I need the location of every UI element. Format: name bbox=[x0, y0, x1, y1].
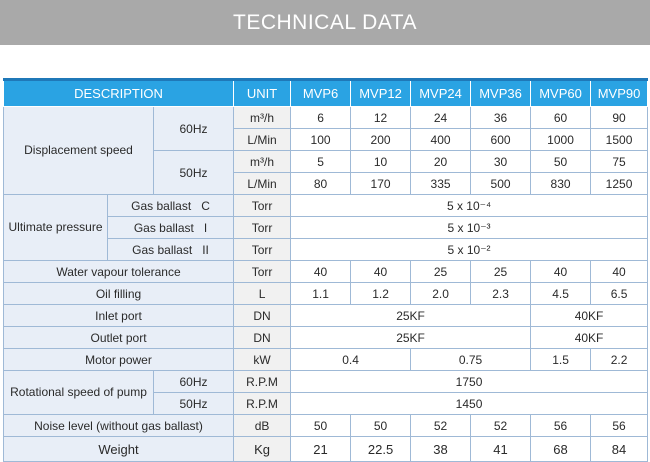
rotational-speed-label: Rotational speed of pump bbox=[4, 371, 154, 415]
ultimate-pressure-label: Ultimate pressure bbox=[4, 195, 108, 261]
value-cell: 60 bbox=[531, 107, 591, 129]
value-cell: 52 bbox=[471, 415, 531, 437]
unit-cell: kW bbox=[234, 349, 291, 371]
value-cell: 1.2 bbox=[351, 283, 411, 305]
displacement-50hz: 50Hz bbox=[154, 151, 234, 195]
header-model: MVP6 bbox=[291, 80, 351, 107]
value-cell: 25KF bbox=[291, 305, 531, 327]
unit-cell: R.P.M bbox=[234, 371, 291, 393]
table-row bbox=[4, 415, 648, 437]
page-title: TECHNICAL DATA bbox=[233, 10, 417, 34]
unit-cell: dB bbox=[234, 415, 291, 437]
value-cell: 10 bbox=[351, 151, 411, 173]
row-label: Inlet port bbox=[4, 305, 234, 327]
value-cell: 4.5 bbox=[531, 283, 591, 305]
value-cell: 1.1 bbox=[291, 283, 351, 305]
header-row bbox=[4, 80, 648, 107]
value-cell: 1500 bbox=[591, 129, 648, 151]
value-cell: 52 bbox=[411, 415, 471, 437]
value-cell: 40 bbox=[291, 261, 351, 283]
unit-cell: m³/h bbox=[234, 107, 291, 129]
gas-ballast-label bbox=[108, 217, 234, 239]
header-model: MVP90 bbox=[591, 80, 648, 107]
technical-data-table bbox=[3, 78, 648, 462]
table-row bbox=[4, 437, 648, 462]
header-unit: UNIT bbox=[234, 80, 291, 107]
value-cell: 40KF bbox=[531, 327, 648, 349]
gas-ballast-text: Gas ballast bbox=[131, 198, 192, 213]
unit-cell: L bbox=[234, 283, 291, 305]
value-cell: 335 bbox=[411, 173, 471, 195]
gas-ballast-label bbox=[108, 195, 234, 217]
value-cell: 80 bbox=[291, 173, 351, 195]
gas-ballast-mark: C bbox=[201, 198, 210, 213]
value-cell: 25 bbox=[411, 261, 471, 283]
value-cell: 36 bbox=[471, 107, 531, 129]
gas-ballast-text: Gas ballast bbox=[133, 220, 194, 235]
unit-cell: m³/h bbox=[234, 151, 291, 173]
value-cell: 50 bbox=[531, 151, 591, 173]
value-cell: 12 bbox=[351, 107, 411, 129]
value-cell: 500 bbox=[471, 173, 531, 195]
value-cell: 50 bbox=[351, 415, 411, 437]
displacement-60hz: 60Hz bbox=[154, 107, 234, 151]
value-cell: 90 bbox=[591, 107, 648, 129]
table-row bbox=[4, 107, 648, 129]
header-model: MVP24 bbox=[411, 80, 471, 107]
value-cell: 1750 bbox=[291, 371, 648, 393]
table-row bbox=[4, 195, 648, 217]
row-label: Water vapour tolerance bbox=[4, 261, 234, 283]
value-cell: 5 bbox=[291, 151, 351, 173]
table-row bbox=[4, 349, 648, 371]
unit-cell: L/Min bbox=[234, 173, 291, 195]
header-model: MVP12 bbox=[351, 80, 411, 107]
header-description: DESCRIPTION bbox=[4, 80, 234, 107]
value-cell: 40 bbox=[591, 261, 648, 283]
value-cell: 20 bbox=[411, 151, 471, 173]
rotational-50hz: 50Hz bbox=[154, 393, 234, 415]
value-cell: 40 bbox=[351, 261, 411, 283]
value-cell: 0.75 bbox=[411, 349, 531, 371]
unit-cell: Kg bbox=[234, 437, 291, 462]
value-cell: 2.3 bbox=[471, 283, 531, 305]
gas-ballast-mark: II bbox=[202, 242, 209, 257]
value-cell: 6.5 bbox=[591, 283, 648, 305]
value-cell: 1450 bbox=[291, 393, 648, 415]
header-model: MVP36 bbox=[471, 80, 531, 107]
value-cell: 41 bbox=[471, 437, 531, 462]
value-cell: 2.2 bbox=[591, 349, 648, 371]
row-label: Noise level (without gas ballast) bbox=[4, 415, 234, 437]
value-cell: 30 bbox=[471, 151, 531, 173]
value-cell: 1000 bbox=[531, 129, 591, 151]
value-cell: 25KF bbox=[291, 327, 531, 349]
value-cell: 40KF bbox=[531, 305, 648, 327]
displacement-label: Displacement speed bbox=[4, 107, 154, 195]
value-cell: 38 bbox=[411, 437, 471, 462]
unit-cell: L/Min bbox=[234, 129, 291, 151]
header-model: MVP60 bbox=[531, 80, 591, 107]
unit-cell: Torr bbox=[234, 217, 291, 239]
value-cell: 200 bbox=[351, 129, 411, 151]
value-cell: 100 bbox=[291, 129, 351, 151]
value-cell: 6 bbox=[291, 107, 351, 129]
table-row bbox=[4, 261, 648, 283]
unit-cell: Torr bbox=[234, 195, 291, 217]
unit-cell: R.P.M bbox=[234, 393, 291, 415]
value-cell: 75 bbox=[591, 151, 648, 173]
unit-cell: Torr bbox=[234, 261, 291, 283]
value-cell: 0.4 bbox=[291, 349, 411, 371]
value-cell: 600 bbox=[471, 129, 531, 151]
table-row bbox=[4, 371, 648, 393]
value-cell: 1250 bbox=[591, 173, 648, 195]
value-cell: 24 bbox=[411, 107, 471, 129]
row-label: Weight bbox=[4, 437, 234, 462]
value-cell: 830 bbox=[531, 173, 591, 195]
value-cell: 56 bbox=[591, 415, 648, 437]
rotational-60hz: 60Hz bbox=[154, 371, 234, 393]
value-cell: 170 bbox=[351, 173, 411, 195]
value-cell: 84 bbox=[591, 437, 648, 462]
row-label: Outlet port bbox=[4, 327, 234, 349]
gas-ballast-text: Gas ballast bbox=[132, 242, 193, 257]
value-cell: 5 x 10⁻³ bbox=[291, 217, 648, 239]
table-row bbox=[4, 283, 648, 305]
value-cell: 22.5 bbox=[351, 437, 411, 462]
gas-ballast-label bbox=[108, 239, 234, 261]
value-cell: 25 bbox=[471, 261, 531, 283]
title-bar bbox=[0, 0, 650, 45]
value-cell: 5 x 10⁻⁴ bbox=[291, 195, 648, 217]
gas-ballast-mark: I bbox=[203, 220, 208, 235]
value-cell: 50 bbox=[291, 415, 351, 437]
unit-cell: Torr bbox=[234, 239, 291, 261]
table-row bbox=[4, 305, 648, 327]
unit-cell: DN bbox=[234, 327, 291, 349]
value-cell: 21 bbox=[291, 437, 351, 462]
value-cell: 56 bbox=[531, 415, 591, 437]
value-cell: 1.5 bbox=[531, 349, 591, 371]
value-cell: 40 bbox=[531, 261, 591, 283]
row-label: Oil filling bbox=[4, 283, 234, 305]
value-cell: 68 bbox=[531, 437, 591, 462]
value-cell: 5 x 10⁻² bbox=[291, 239, 648, 261]
value-cell: 2.0 bbox=[411, 283, 471, 305]
table-row bbox=[4, 327, 648, 349]
row-label: Motor power bbox=[4, 349, 234, 371]
unit-cell: DN bbox=[234, 305, 291, 327]
value-cell: 400 bbox=[411, 129, 471, 151]
